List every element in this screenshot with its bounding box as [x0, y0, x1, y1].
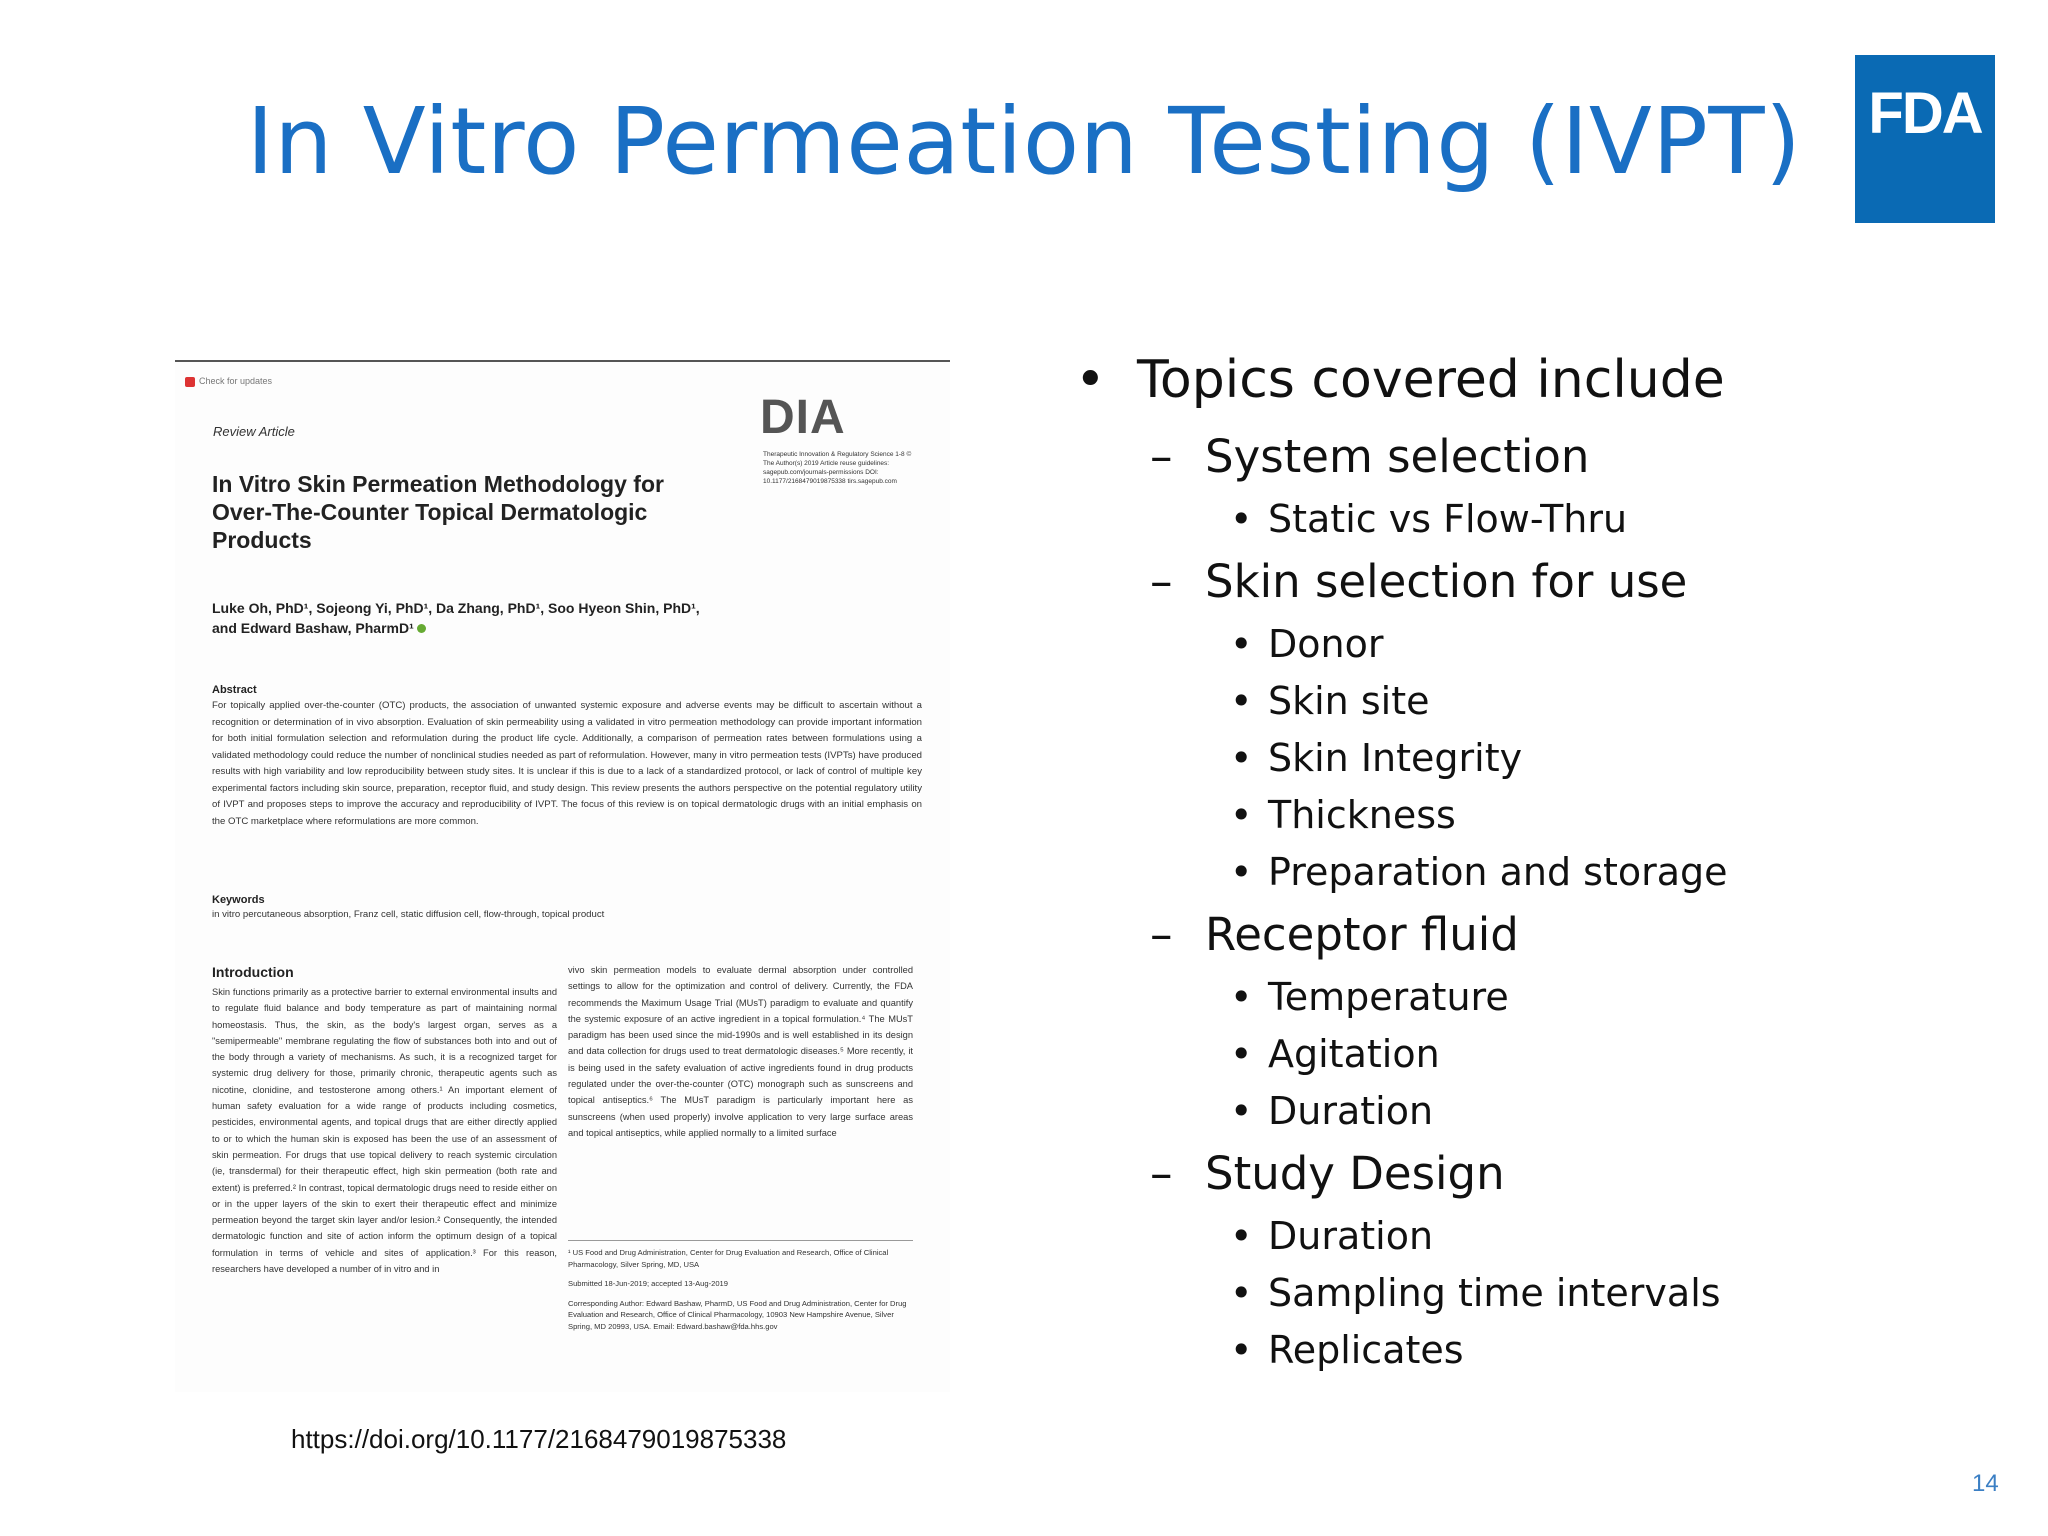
intro-heading: Introduction: [212, 964, 294, 980]
keywords-text: in vitro percutaneous absorption, Franz cell, static diffusion cell, flow-through, topical product: [212, 909, 605, 920]
abstract-text: For topically applied over-the-counter (OTC) products, the association of unwanted systemic exposure and adverse events may be difficult to ascertain without a recognition or determination of in vivo absorption. Evaluation of skin permeability using a validated in vitro permeation methodology can provide important information for both initial formulation selection and reformulation during the product life cycle. Additionally, a comparison of permeation rates between formulations using a validated methodology could reduce the number of nonclinical studies needed as part of reformulation. However, many in vitro permeation tests (IVPTs) have produced results with high variability and low reproducibility between study sites. It is unclear if this is due to a lack of a standardized protocol, or lack of control of multiple key experimental factors including skin source, preparation, receptor fluid, and study design. This review presents the authors perspective on the potential regulatory utility of IVPT and proposes steps to improve the accuracy and reproducibility of IVPT. The focus of this review is on topical dermatologic drugs with an initial emphasis on the OTC marketplace where reformulations are more common.: [212, 700, 922, 827]
abstract-heading: Abstract: [212, 684, 257, 696]
sub-bullet-label: Receptor fluid: [1205, 908, 1519, 961]
sub-bullet-label: System selection: [1205, 430, 1590, 483]
check-updates-text: Check for updates: [199, 376, 273, 386]
item-preparation-storage: [1230, 850, 1728, 894]
sub-bullet-receptor-fluid: [1150, 908, 1519, 961]
paper-authors: [212, 598, 712, 638]
doi-link[interactable]: https://doi.org/10.1177/2168479019875338: [291, 1424, 787, 1454]
bullet-top: [1075, 350, 1725, 410]
item-label: Thickness: [1268, 793, 1456, 837]
sub-bullet-label: Study Design: [1205, 1147, 1505, 1200]
dash-icon: –: [1150, 1147, 1173, 1200]
item-label: Skin Integrity: [1268, 736, 1523, 780]
item-duration-receptor: [1230, 1089, 1433, 1133]
fda-logo: FDA: [1855, 55, 1995, 223]
check-updates-icon: [185, 377, 195, 387]
item-label: Donor: [1268, 622, 1384, 666]
bullet-dot-icon: •: [1230, 1214, 1253, 1258]
bullet-dot-icon: •: [1230, 1032, 1253, 1076]
affiliation: ¹ US Food and Drug Administration, Center for Drug Evaluation and Research, Office of Clinical Pharmacology, Silver Spring, MD, USA: [568, 1248, 889, 1269]
item-temperature: [1230, 975, 1509, 1019]
item-thickness: [1230, 793, 1456, 837]
corresponding-author: Corresponding Author: Edward Bashaw, PharmD, US Food and Drug Administration, Center for Drug Evaluation and Research, Office of Clinical Pharmacology, 10903 New Hampshire Avenue, Silver Spring, MD 20993, USA. Email: Edward.bashaw@fda.hhs.gov: [568, 1298, 907, 1331]
intro-right-column: vivo skin permeation models to evaluate dermal absorption under controlled settings to allow for the optimization and control of delivery. Currently, the FDA recommends the Maximum Usage Trial (MUsT) paradigm to evaluate and quantify the systemic exposure of an active ingredient in a topical formulation.⁴ The MUsT paradigm has been used since the mid-1990s and is well established in its design and data collection for drugs used to treat dermatologic diseases.⁵ More recently, it is being used in the safety evaluation of active ingredients found in drug products regulated under the over-the-counter (OTC) monograph such as sunscreens and topical antiseptics.⁶ The MUsT paradigm is particularly important here as sunscreens (when used properly) involve application to very large surface areas and topical antiseptics, while applied normally to a limited surface: [568, 965, 913, 1138]
item-skin-integrity: [1230, 736, 1522, 780]
journal-logo: DIA: [760, 391, 846, 444]
item-replicates: [1230, 1328, 1464, 1372]
journal-meta: Therapeutic Innovation & Regulatory Science 1-8 © The Author(s) 2019 Article reuse guidelines: sagepub.com/journals-permissions DOI: 10.1177/2168479019875338 tirs.sagepub.com: [763, 451, 912, 485]
item-label: Duration: [1268, 1089, 1434, 1133]
dash-icon: –: [1150, 430, 1173, 483]
bullet-dot-icon: •: [1230, 1271, 1253, 1315]
item-label: Sampling time intervals: [1268, 1271, 1721, 1315]
slide-title: In Vitro Permeation Testing (IVPT): [246, 88, 1802, 195]
dash-icon: –: [1150, 908, 1173, 961]
bullet-dot-icon: •: [1075, 350, 1106, 410]
sub-bullet-label: Skin selection for use: [1205, 555, 1688, 608]
item-static-vs-flow: [1230, 497, 1627, 541]
item-label: Agitation: [1268, 1032, 1440, 1076]
affiliation-block: [568, 1240, 913, 1340]
bullet-dot-icon: •: [1230, 975, 1253, 1019]
item-label: Replicates: [1268, 1328, 1464, 1372]
item-duration-study: [1230, 1214, 1433, 1258]
bullet-dot-icon: •: [1230, 497, 1253, 541]
item-label: Skin site: [1268, 679, 1430, 723]
page-number: 14: [1972, 1470, 1999, 1497]
sub-bullet-skin-selection: [1150, 555, 1687, 608]
sub-bullet-study-design: [1150, 1147, 1505, 1200]
orcid-icon: [417, 624, 426, 633]
keywords-heading: Keywords: [212, 894, 265, 906]
paper-title: In Vitro Skin Permeation Methodology for Over-The-Counter Topical Dermatologic Products: [212, 471, 664, 553]
bullet-dot-icon: •: [1230, 850, 1253, 894]
item-sampling-intervals: [1230, 1271, 1721, 1315]
item-label: Preparation and storage: [1268, 850, 1728, 894]
authors-text: Luke Oh, PhD¹, Sojeong Yi, PhD¹, Da Zhang, PhD¹, Soo Hyeon Shin, PhD¹, and Edward Bashaw, PharmD¹: [212, 600, 700, 636]
check-updates-badge: [185, 376, 272, 387]
bullet-dot-icon: •: [1230, 1089, 1253, 1133]
paper-thumbnail: [175, 360, 950, 1392]
bullet-dot-icon: •: [1230, 736, 1253, 780]
bullet-dot-icon: •: [1230, 622, 1253, 666]
bullet-top-label: Topics covered include: [1137, 350, 1725, 410]
item-agitation: [1230, 1032, 1440, 1076]
dash-icon: –: [1150, 555, 1173, 608]
item-skin-site: [1230, 679, 1429, 723]
intro-left-column: Skin functions primarily as a protective barrier to external environmental insults and to regulate fluid balance and body temperature as part of maintaining normal homeostasis. Thus, the skin, as the body's largest organ, serves as a "semipermeable" membrane regulating the flow of substances both into and out of the body through a variety of mechanisms. As such, it is a recognized target for systemic drug delivery for those, primarily chronic, therapeutic agents such as nicotine, clonidine, and testosterone among others.¹ An important element of human safety evaluation for a wide range of products including cosmetics, pesticides, environmental agents, and topical drugs that are either directly applied to or to which the human skin is exposed has been the use of an assessment of skin permeation. For drugs that use topical delivery to reach systemic circulation (ie, transdermal) for their therapeutic effect, high skin permeation (both rate and extent) is preferred.² In contrast, topical dermatologic drugs need to reside either on or in the upper layers of the skin to exert their therapeutic effect and minimize permeation beyond the target skin layer and/or lesion.² Consequently, the intended dermatologic function and site of action inform the optimum design of a topical formulation in terms of vehicle and sites of application.³ For this reason, researchers have developed a number of in vitro and in: [212, 987, 557, 1275]
bullet-dot-icon: •: [1230, 793, 1253, 837]
bullet-dot-icon: •: [1230, 1328, 1253, 1372]
bullet-dot-icon: •: [1230, 679, 1253, 723]
item-donor: [1230, 622, 1383, 666]
item-label: Temperature: [1268, 975, 1509, 1019]
item-label: Duration: [1268, 1214, 1434, 1258]
sub-bullet-system-selection: [1150, 430, 1589, 483]
submission-dates: Submitted 18-Jun-2019; accepted 13-Aug-2019: [568, 1279, 728, 1288]
item-label: Static vs Flow-Thru: [1268, 497, 1628, 541]
article-type: Review Article: [213, 424, 295, 439]
